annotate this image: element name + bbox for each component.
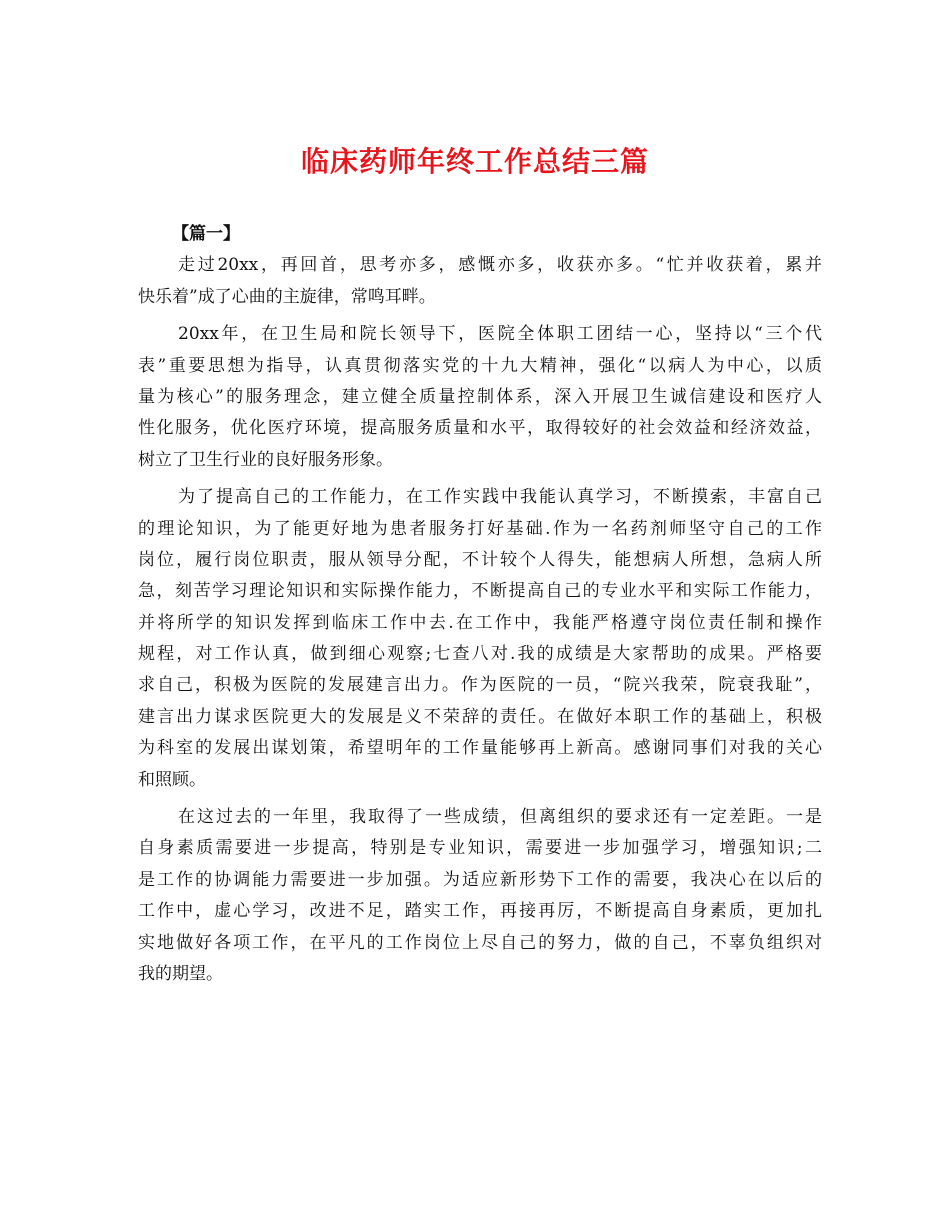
text-line: 为科室的发展出谋划策，希望明年的工作量能够再上新高。感谢同事们对我的关心 xyxy=(138,738,822,759)
text-line: 岗位，履行岗位职责，服从领导分配，不计较个人得失，能想病人所想，急病人所 xyxy=(138,549,822,570)
text-line: 急，刻苦学习理论知识和实际操作能力，不断提高自己的专业水平和实际工作能力， xyxy=(138,581,822,602)
text-line: 的理论知识，为了能更好地为患者服务打好基础.作为一名药剂师坚守自己的工作 xyxy=(138,518,822,539)
text-line: 走过20xx，再回首，思考亦多，感慨亦多，收获亦多。“忙并收获着，累并 xyxy=(178,255,822,276)
document-title: 临床药师年终工作总结三篇 xyxy=(300,145,649,178)
text-line: 量为核心”的服务理念，建立健全质量控制体系，深入开展卫生诚信建设和医疗人 xyxy=(138,386,822,407)
text-line: 20xx年，在卫生局和院长领导下，医院全体职工团结一心，坚持以“三个代 xyxy=(178,324,822,345)
text-line: 在这过去的一年里，我取得了一些成绩，但离组织的要求还有一定差距。一是 xyxy=(178,807,822,828)
paragraph xyxy=(138,319,822,476)
text-line: 为了提高自己的工作能力，在工作实践中我能认真学习，不断摸索，丰富自己 xyxy=(178,487,822,508)
text-line: 快乐着”成了心曲的主旋律，常鸣耳畔。 xyxy=(138,286,436,307)
text-line: 树立了卫生行业的良好服务形象。 xyxy=(138,449,393,470)
text-line: 规程，对工作认真，做到细心观察;七查八对.我的成绩是大家帮助的成果。严格要 xyxy=(138,644,822,665)
paragraph xyxy=(138,802,822,990)
text-line: 实地做好各项工作，在平凡的工作岗位上尽自己的努力，做的自己，不辜负组织对 xyxy=(138,932,822,953)
text-line: 并将所学的知识发挥到临床工作中去.在工作中，我能严格遵守岗位责任制和操作 xyxy=(138,612,822,633)
text-line: 是工作的协调能力需要进一步加强。为适应新形势下工作的需要，我决心在以后的 xyxy=(138,869,822,890)
text-line: 工作中，虚心学习，改进不足，踏实工作，再接再厉，不断提高自身素质，更加扎 xyxy=(138,901,822,922)
text-line: 自身素质需要进一步提高，特别是专业知识，需要进一步加强学习，增强知识;二 xyxy=(138,838,822,859)
text-line: 性化服务，优化医疗环境，提高服务质量和水平，取得较好的社会效益和经济效益， xyxy=(138,418,822,439)
document-body xyxy=(138,219,822,990)
text-line: 和照顾。 xyxy=(138,769,206,790)
text-line: 表”重要思想为指导，认真贯彻落实党的十九大精神，强化“以病人为中心，以质 xyxy=(138,355,822,376)
paragraph xyxy=(138,250,822,313)
text-line: 我的期望。 xyxy=(138,963,223,984)
paragraph xyxy=(138,482,822,796)
section-label: 【篇一】 xyxy=(172,224,240,244)
text-line: 求自己，积极为医院的发展建言出力。作为医院的一员，“院兴我荣，院衰我耻”， xyxy=(138,675,822,696)
text-line: 建言出力谋求医院更大的发展是义不荣辞的责任。在做好本职工作的基础上，积极 xyxy=(138,706,822,727)
